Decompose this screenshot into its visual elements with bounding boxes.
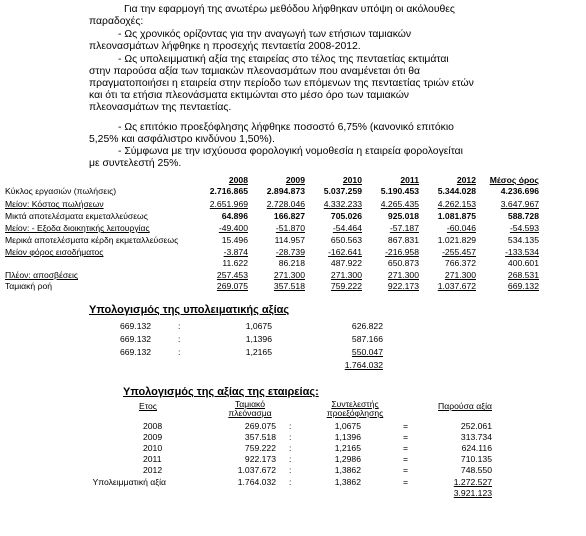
year-header: 2010 (342, 175, 362, 185)
fin-avg-cell: 534.135 (507, 235, 539, 245)
value-header-pv: Παρούσα αξία (438, 401, 492, 411)
fin-avg-cell: -54.593 (509, 223, 539, 233)
intro-line: 5,25% και ασφάλιστρο κινδύνου 1,50%). (89, 134, 275, 145)
fin-cell: 271.300 (387, 270, 419, 280)
fin-cell: 2.716.865 (209, 186, 248, 196)
residual-a: 669.132 (120, 334, 152, 344)
residual-a: 669.132 (120, 347, 152, 357)
fin-cell: 1.021.829 (437, 235, 476, 245)
intro-line: - Ως υπολειμματική αξία της εταιρείας στο τέλος της πενταετίας εκτιμάται (118, 54, 449, 65)
fin-avg-cell: 3.647.967 (500, 199, 539, 209)
value-header-coef1: Συντελεστής (331, 399, 379, 409)
residual-b: 1,0675 (245, 321, 272, 331)
residual-sep: : (178, 321, 181, 331)
value-header-flow1: Ταμιακό (234, 399, 266, 409)
value-eq: = (403, 465, 409, 475)
value-pv: 1.272.527 (453, 477, 492, 487)
value-sep: : (289, 432, 292, 442)
value-flow: 1.764.032 (237, 477, 276, 487)
value-coef: 1,1396 (334, 432, 361, 442)
value-coef: 1,2165 (334, 443, 361, 453)
residual-sep: : (178, 334, 181, 344)
fin-cell: 650.563 (330, 235, 362, 245)
fin-avg-cell: 268.531 (507, 270, 539, 280)
fin-cell: 2.651.969 (209, 199, 248, 209)
value-year: 2009 (143, 432, 163, 442)
fin-row-label: Πλέον: αποσβέσεις (5, 270, 79, 280)
fin-cell: 269.075 (216, 281, 248, 291)
fin-cell: 922.173 (387, 281, 419, 291)
residual-total: 1.764.032 (344, 360, 383, 370)
fin-cell: 1.081.875 (437, 211, 476, 221)
fin-cell: 86.218 (278, 258, 305, 268)
intro-line: στην παρούσα αξία των ταμιακών πλεονασμάτων που αναμένεται ότι θα (89, 66, 421, 77)
value-sep: : (289, 477, 292, 487)
fin-cell: 650.873 (387, 258, 419, 268)
fin-row-label: Μικτά αποτελέσματα εκμεταλλεύσεως (5, 211, 148, 221)
fin-avg-cell: 400.601 (507, 258, 539, 268)
fin-cell: 271.300 (444, 270, 476, 280)
value-eq: = (403, 443, 409, 453)
value-pv: 313.734 (460, 432, 492, 442)
value-sep: : (289, 465, 292, 475)
fin-cell: 166.827 (273, 211, 305, 221)
fin-cell: 257.453 (216, 270, 248, 280)
fin-cell: 271.300 (330, 270, 362, 280)
value-flow: 269.075 (244, 421, 276, 431)
fin-cell: 867.831 (387, 235, 419, 245)
value-year: 2011 (143, 454, 162, 464)
fin-cell: -3.874 (223, 247, 248, 257)
year-header: 2008 (228, 175, 248, 185)
value-eq: = (403, 432, 409, 442)
fin-avg-cell: 669.132 (507, 281, 539, 291)
year-header: 2009 (285, 175, 305, 185)
value-eq: = (403, 454, 409, 464)
fin-cell: 11.622 (222, 258, 248, 268)
value-flow: 922.173 (244, 454, 276, 464)
value-header-coef2: προεξόφλησης (326, 408, 384, 418)
intro-line: πλεονασμάτων της πενταετίας. (89, 102, 232, 113)
intro-line: - Ως επιτόκιο προεξόφλησης λήφθηκε ποσοστό 6,75% (κανονικό επιτόκιο (118, 122, 454, 133)
fin-cell: 357.518 (273, 281, 305, 291)
value-year: 2008 (143, 421, 163, 431)
intro-line: με συντελεστή 25%. (89, 158, 182, 169)
fin-cell: 15.496 (221, 235, 248, 245)
residual-c: 587.166 (351, 334, 383, 344)
value-year: 2010 (143, 443, 163, 453)
fin-cell: 925.018 (387, 211, 419, 221)
residual-title: Υπολογισμός της υπολειματικής αξίας (89, 304, 290, 316)
fin-cell: 114.957 (274, 235, 305, 245)
fin-cell: 2.728.046 (266, 199, 305, 209)
fin-cell: -216.958 (385, 247, 419, 257)
fin-cell: 766.372 (444, 258, 476, 268)
fin-cell: -54.464 (332, 223, 362, 233)
value-eq: = (403, 421, 409, 431)
intro-line: και ότι τα ετήσια πλεονάσματα εκτιμώνται στο μέσο όρο των ταμιακών (89, 90, 409, 101)
value-flow: 759.222 (244, 443, 276, 453)
fin-cell: 64.896 (221, 211, 248, 221)
fin-cell: 5.037.259 (323, 186, 362, 196)
value-sep: : (289, 421, 292, 431)
fin-cell: -49.400 (218, 223, 248, 233)
fin-cell: 5.190.453 (380, 186, 419, 196)
residual-sep: : (178, 347, 181, 357)
value-pv: 710.135 (460, 454, 492, 464)
value-flow: 357.518 (244, 432, 276, 442)
fin-cell: 705.026 (330, 211, 362, 221)
fin-cell: 4.332.233 (323, 199, 362, 209)
fin-avg-cell: 588.728 (507, 211, 539, 221)
residual-b: 1,2165 (245, 347, 272, 357)
fin-cell: -28.739 (275, 247, 305, 257)
intro-line: πραγματοποιήσει η εταιρεία στην περίοδο των επόμενων της πενταετίας τριών ετών (89, 78, 474, 89)
value-year: 2012 (143, 465, 163, 475)
residual-c: 550.047 (351, 347, 383, 357)
fin-cell: 487.922 (330, 258, 362, 268)
fin-cell: -51.870 (275, 223, 305, 233)
year-header: 2012 (456, 175, 476, 185)
fin-cell: -60.046 (446, 223, 476, 233)
value-eq: = (403, 477, 409, 487)
residual-b: 1,1396 (245, 334, 272, 344)
value-coef: 1,2986 (334, 454, 361, 464)
fin-avg-cell: 4.236.696 (500, 186, 539, 196)
value-year: Υπολειμματική αξία (92, 477, 166, 487)
fin-row-label: Μείον φόρος εισοδήματος (5, 247, 104, 257)
fin-cell: -255.457 (442, 247, 476, 257)
intro-line: πλεονασμάτων λήφθηκε η προσεχής πενταετία 2008-2012. (89, 41, 361, 52)
fin-cell: 271.300 (273, 270, 305, 280)
fin-avg-cell: -133.534 (505, 247, 539, 257)
residual-c: 626.822 (351, 321, 383, 331)
value-pv: 748.550 (460, 465, 492, 475)
fin-cell: 4.265.435 (380, 199, 419, 209)
fin-cell: 5.344.028 (437, 186, 476, 196)
fin-cell: 759.222 (330, 281, 362, 291)
value-coef: 1,3862 (334, 477, 361, 487)
residual-a: 669.132 (120, 321, 152, 331)
value-coef: 1,0675 (334, 421, 361, 431)
value-pv: 624.116 (461, 443, 492, 453)
value-flow: 1.037.672 (237, 465, 276, 475)
value-sep: : (289, 443, 292, 453)
intro-line: Για την εφαρμογή της ανωτέρω μεθόδου λήφθηκαν υπόψη οι ακόλουθες (124, 4, 455, 15)
value-header-flow2: πλεόνασμα (228, 408, 272, 418)
value-title: Υπολογισμός της αξίας της εταιρείας: (123, 386, 319, 398)
value-header-year: Ετος (139, 401, 157, 411)
intro-line: παραδοχές: (89, 16, 144, 27)
avg-header: Μέσος όρος (489, 175, 539, 185)
fin-cell: 4.262.153 (437, 199, 476, 209)
value-total: 3.921.123 (453, 488, 492, 498)
value-coef: 1,3862 (334, 465, 361, 475)
fin-row-label: Μείον: - Εξοδα διοικητικής λειτουργίας (5, 223, 150, 233)
fin-row-label: Ταμιακή ροή (5, 281, 53, 291)
value-pv: 252.061 (460, 421, 492, 431)
fin-row-label: Μερικά αποτελέσματα κέρδη εκμεταλλεύσεως (5, 235, 179, 245)
value-sep: : (289, 454, 292, 464)
intro-line: - Ως χρονικός ορίζοντας για την αναγωγή των ετήσιων ταμιακών (118, 29, 412, 40)
fin-cell: 1.037.672 (437, 281, 476, 291)
year-header: 2011 (400, 175, 419, 185)
intro-line: - Σύμφωνα με την ισχύουσα φορολογική νομοθεσία η εταιρεία φορολογείται (118, 146, 463, 157)
fin-cell: -57.187 (389, 223, 419, 233)
fin-row-label: Κύκλος εργασιών (πωλήσεις) (5, 186, 117, 196)
fin-row-label: Μείον: Κόστος πωλήσεων (5, 199, 104, 209)
fin-cell: 2.894.873 (266, 186, 305, 196)
fin-cell: -162.641 (328, 247, 362, 257)
